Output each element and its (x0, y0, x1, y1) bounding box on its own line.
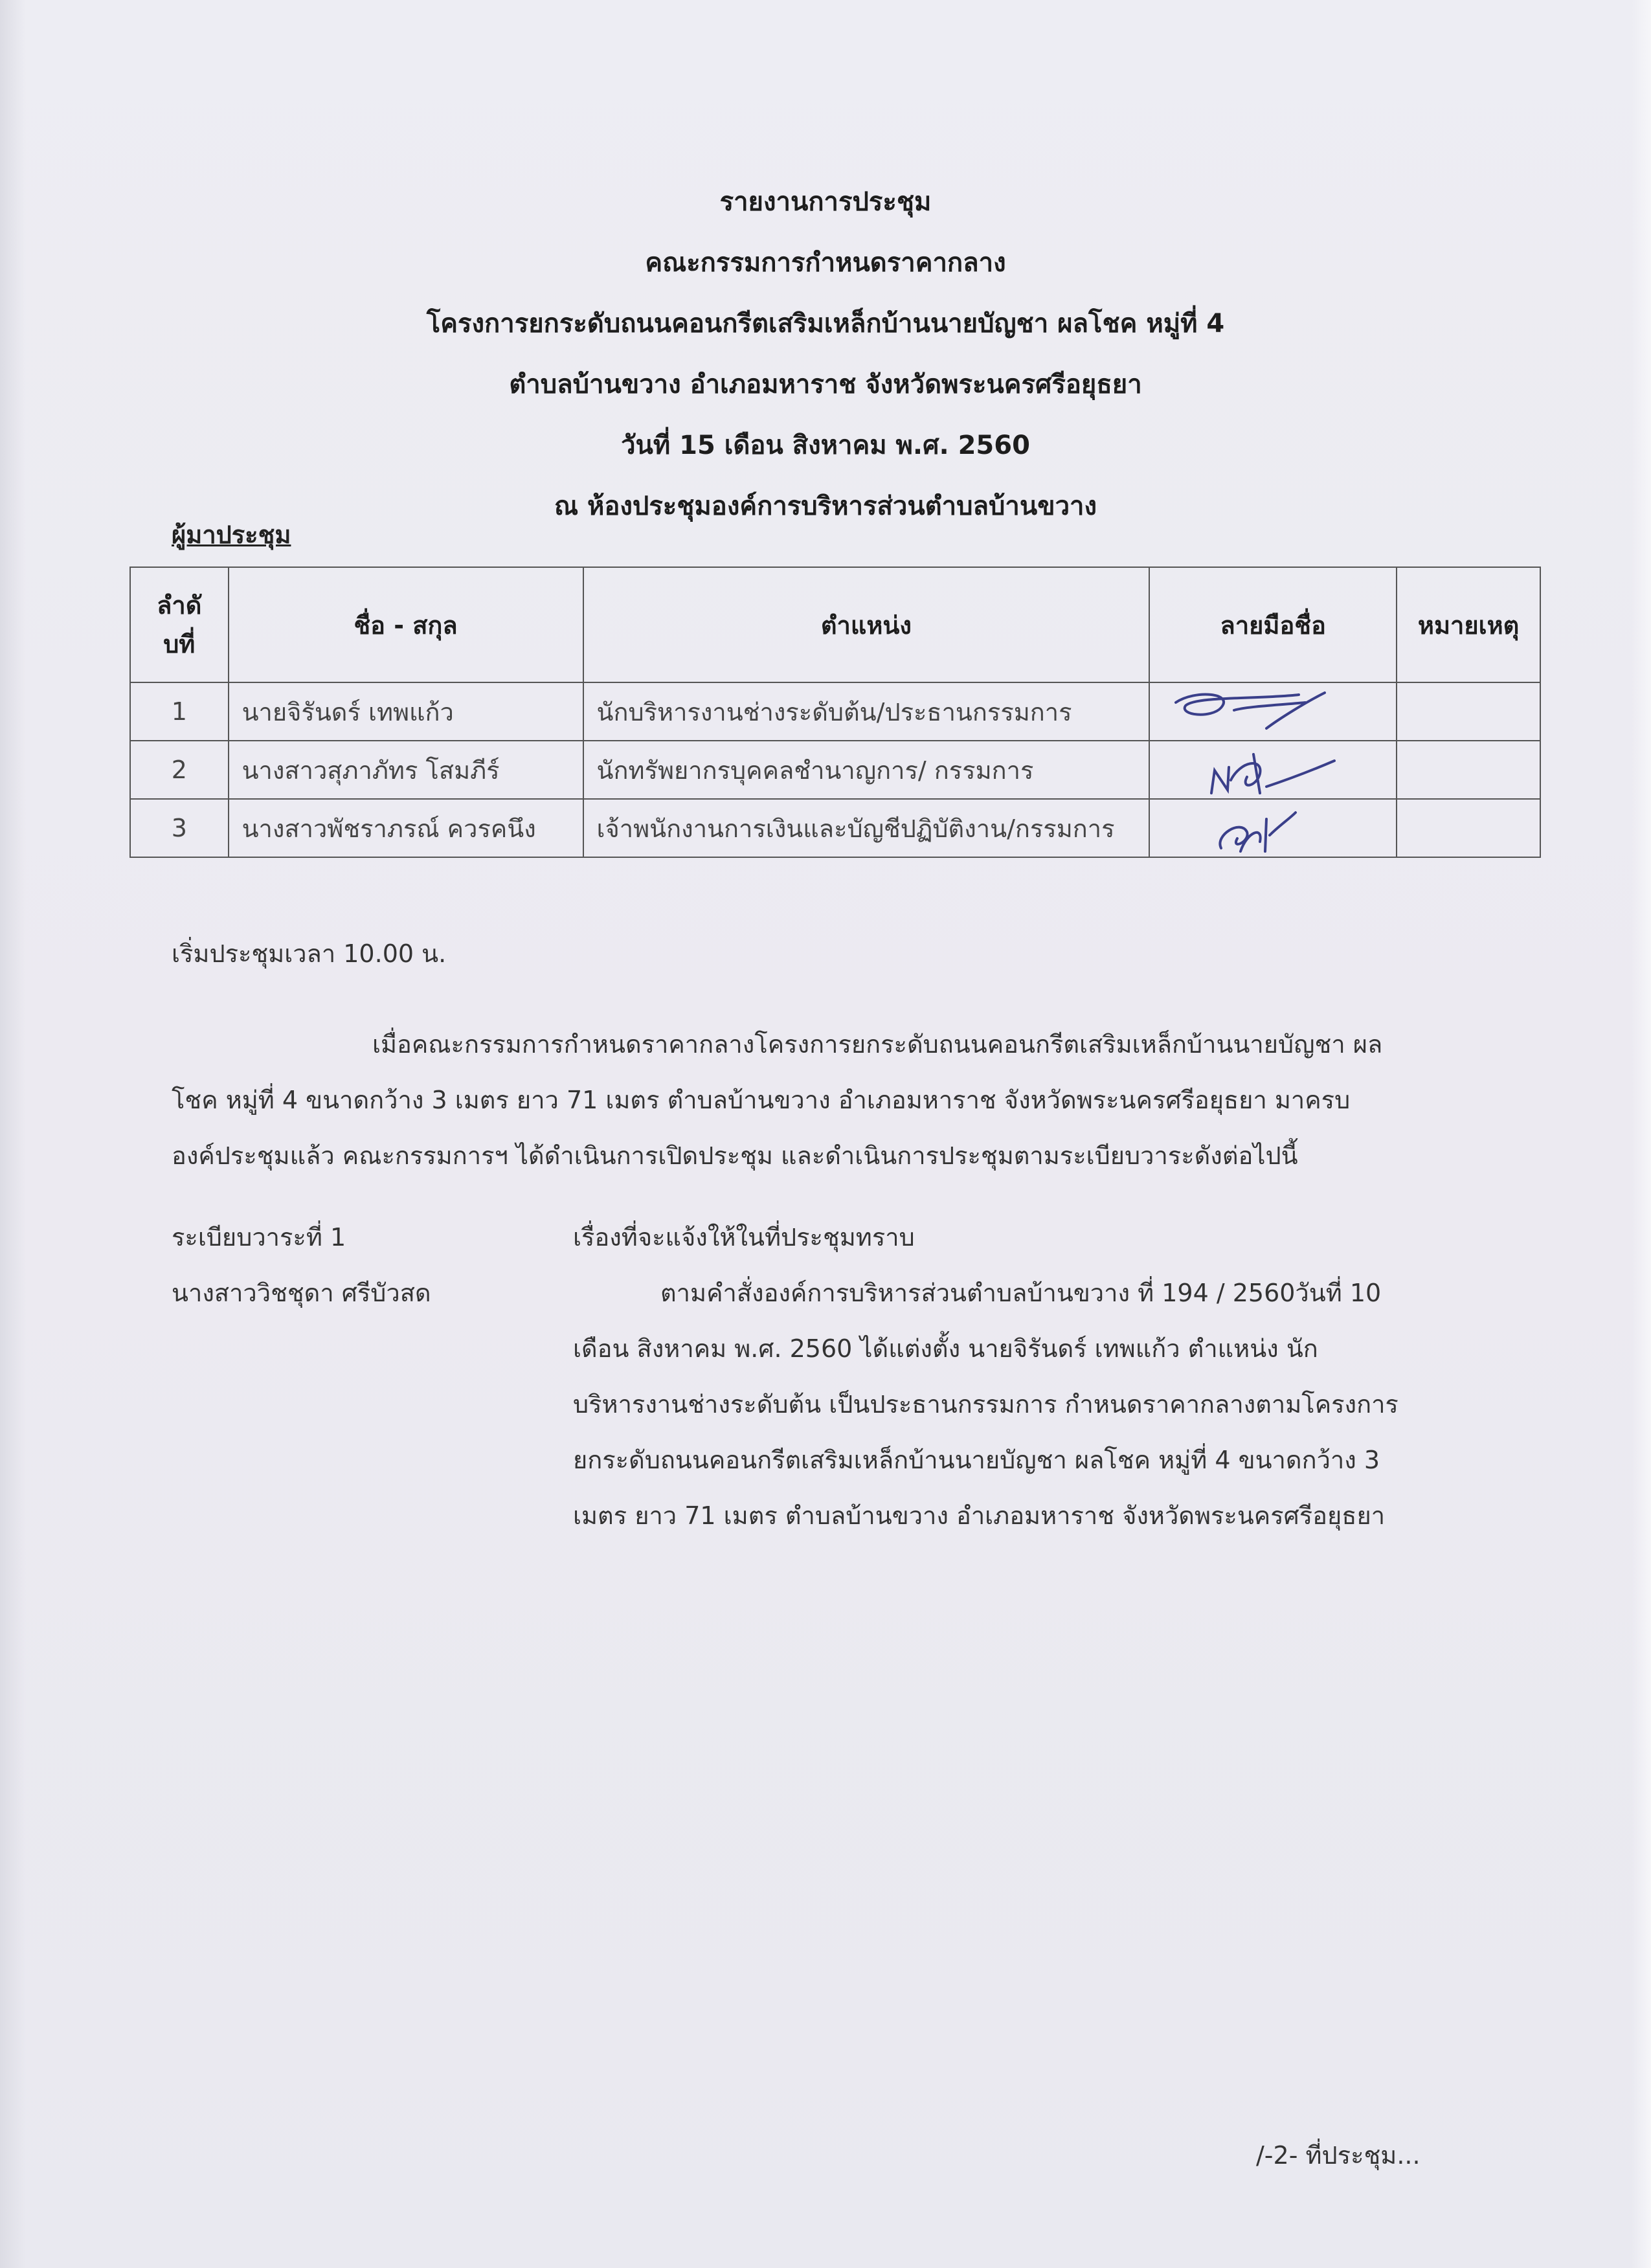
header-date: วันที่ 15 เดือน สิงหาคม พ.ศ. 2560 (621, 431, 1030, 460)
col-header-no (130, 567, 229, 682)
opening-line-2: โชค หมู่ที่ 4 ขนาดกว้าง 3 เมตร ยาว 71 เมตร ตำบลบ้านขวาง อำเภอมหาราช จังหวัดพระนครศรีอยุธยา มาครบ (172, 1086, 1351, 1114)
row-remark (1397, 799, 1540, 857)
row-signature (1149, 741, 1397, 799)
col-header-position: ตำแหน่ง (583, 567, 1150, 682)
header-location: ตำบลบ้านขวาง อำเภอมหาราช จังหวัดพระนครศรีอยุธยา (509, 370, 1142, 399)
next-page-marker: /-2- ที่ประชุม... (1256, 2141, 1421, 2170)
agenda-1-body (573, 1265, 1486, 1544)
col-header-signature: ลายมือชื่อ (1149, 567, 1397, 682)
table-row (130, 741, 1540, 799)
col-header-name: ชื่อ - สกุล (229, 567, 583, 682)
row-no: 1 (130, 682, 229, 741)
row-position: นักบริหารงานช่างระดับต้น/ประธานกรรมการ (583, 682, 1150, 741)
row-signature (1149, 799, 1397, 857)
row-no: 2 (130, 741, 229, 799)
agenda-1-line-2: เดือน สิงหาคม พ.ศ. 2560 ได้แต่งตั้ง นายจิรันดร์ เทพแก้ว ตำแหน่ง นัก (573, 1334, 1318, 1363)
header-committee: คณะกรรมการกำหนดราคากลาง (645, 248, 1006, 278)
agenda-1-topic: เรื่องที่จะแจ้งให้ในที่ประชุมทราบ (573, 1223, 915, 1252)
opening-line-1: เมื่อคณะกรรมการกำหนดราคากลางโครงการยกระดับถนนคอนกรีตเสริมเหล็กบ้านนายบัญชา ผล (372, 1030, 1383, 1059)
col-header-no-line1: ลำดั (157, 591, 202, 620)
report-header (0, 172, 1651, 537)
agenda-1-line-3: บริหารงานช่างระดับต้น เป็นประธานกรรมการ กำหนดราคากลางตามโครงการ (573, 1390, 1398, 1419)
table-header-row (130, 567, 1540, 682)
attendees-title: ผู้มาประชุม (172, 521, 291, 549)
agenda-1-line-1: ตามคำสั่งองค์การบริหารส่วนตำบลบ้านขวาง ที่ 194 / 2560วันที่ 10 (660, 1279, 1382, 1307)
agenda-1-line-4: ยกระดับถนนคอนกรีตเสริมเหล็กบ้านนายบัญชา ผลโชค หมู่ที่ 4 ขนาดกว้าง 3 (573, 1446, 1380, 1474)
start-time: เริ่มประชุมเวลา 10.00 น. (172, 939, 447, 968)
signature-3-image (1150, 800, 1396, 857)
agenda-1-person: นางสาววิชชุดา ศรีบัวสด (172, 1279, 431, 1307)
header-project: โครงการยกระดับถนนคอนกรีตเสริมเหล็กบ้านนายบัญชา ผลโชค หมู่ที่ 4 (426, 309, 1225, 339)
table-row (130, 682, 1540, 741)
row-name: นางสาวพัชราภรณ์ ควรคนึง (229, 799, 583, 857)
header-title: รายงานการประชุม (719, 187, 932, 217)
row-name: นางสาวสุภาภัทร โสมภีร์ (229, 741, 583, 799)
row-remark (1397, 741, 1540, 799)
signature-1-image (1150, 683, 1396, 740)
attendees-table (129, 567, 1541, 858)
signature-2-image (1150, 741, 1396, 798)
opening-line-3: องค์ประชุมแล้ว คณะกรรมการฯ ได้ดำเนินการเปิดประชุม และดำเนินการประชุมตามระเบียบวาระดังต่อไปนี้ (172, 1141, 1298, 1170)
col-header-no-line2: บที่ (163, 630, 196, 658)
header-venue: ณ ห้องประชุมองค์การบริหารส่วนตำบลบ้านขวาง (554, 491, 1097, 521)
col-header-remark: หมายเหตุ (1397, 567, 1540, 682)
row-name: นายจิรันดร์ เทพแก้ว (229, 682, 583, 741)
row-position: เจ้าพนักงานการเงินและบัญชีปฏิบัติงาน/กรรมการ (583, 799, 1150, 857)
row-position: นักทรัพยากรบุคคลชำนาญการ/ กรรมการ (583, 741, 1150, 799)
agenda-1-line-5: เมตร ยาว 71 เมตร ตำบลบ้านขวาง อำเภอมหาราช จังหวัดพระนครศรีอยุธยา (573, 1501, 1386, 1530)
table-row (130, 799, 1540, 857)
row-no: 3 (130, 799, 229, 857)
row-remark (1397, 682, 1540, 741)
row-signature (1149, 682, 1397, 741)
opening-paragraph (172, 1016, 1486, 1184)
agenda-1-label: ระเบียบวาระที่ 1 (172, 1223, 346, 1252)
